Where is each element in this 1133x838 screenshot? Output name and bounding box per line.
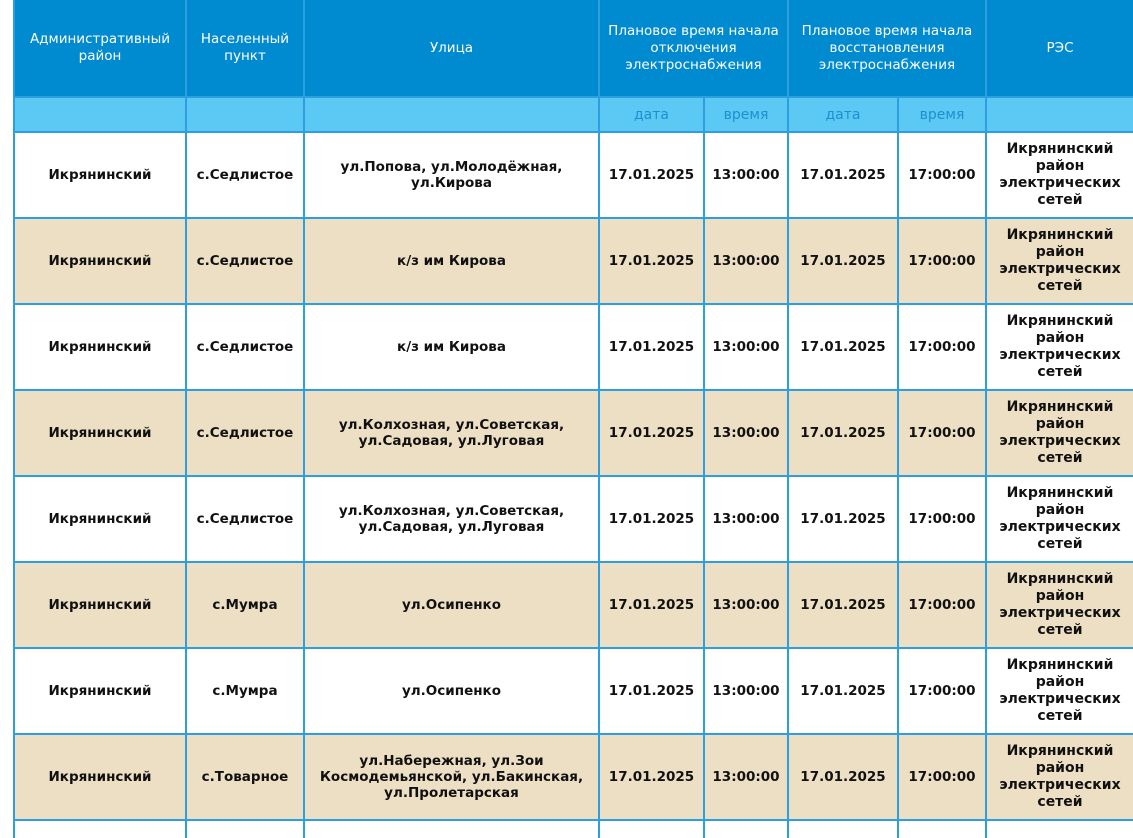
cell-district: Икрянинский	[14, 390, 186, 476]
subheader-empty	[14, 97, 186, 132]
table-row	[14, 734, 1133, 820]
cell-off-time: 13:00:00	[704, 562, 788, 648]
header-res: РЭС	[986, 0, 1133, 97]
cell-locality: с.Седлистое	[186, 476, 304, 562]
cell-res: Икрянинский район электрических сетей	[986, 304, 1133, 390]
cell-on-date: 17.01.2025	[788, 562, 898, 648]
cell-off-date: 17.01.2025	[599, 648, 704, 734]
cell-off-time: 13:00:00	[704, 390, 788, 476]
table-row	[14, 132, 1133, 218]
table-body	[14, 132, 1133, 838]
cell-street: ул.Колхозная, ул.Советская, ул.Садовая, ул.Луговая	[304, 390, 599, 476]
cell-street: к/з им Кирова	[304, 218, 599, 304]
table-row	[14, 820, 1133, 838]
subheader-off-date: дата	[599, 97, 704, 132]
cell-res: Икрянинский район электрических сетей	[986, 562, 1133, 648]
table-row	[14, 390, 1133, 476]
cell-off-time: 13:00:00	[704, 304, 788, 390]
cell-on-time: 17:00:00	[898, 132, 986, 218]
header-outage-start: Плановое время начала отключения электроснабжения	[599, 0, 788, 97]
cell-on-date: 17.01.2025	[788, 648, 898, 734]
cell-district: Икрянинский	[14, 734, 186, 820]
header-locality: Населенный пункт	[186, 0, 304, 97]
cell-empty	[186, 820, 304, 838]
cell-empty	[788, 820, 898, 838]
cell-off-time: 13:00:00	[704, 476, 788, 562]
cell-off-date: 17.01.2025	[599, 562, 704, 648]
cell-on-date: 17.01.2025	[788, 218, 898, 304]
table-row	[14, 476, 1133, 562]
cell-res: Икрянинский район электрических сетей	[986, 218, 1133, 304]
cell-locality: с.Седлистое	[186, 132, 304, 218]
cell-street: к/з им Кирова	[304, 304, 599, 390]
subheader-off-time: время	[704, 97, 788, 132]
cell-off-time: 13:00:00	[704, 734, 788, 820]
subheader-on-time: время	[898, 97, 986, 132]
outage-schedule-table	[13, 0, 1133, 838]
cell-on-time: 17:00:00	[898, 218, 986, 304]
cell-empty	[898, 820, 986, 838]
table-row	[14, 218, 1133, 304]
cell-empty	[304, 820, 599, 838]
cell-street: ул.Набережная, ул.Зои Космодемьянской, ул.Бакинская, ул.Пролетарская	[304, 734, 599, 820]
cell-on-time: 17:00:00	[898, 648, 986, 734]
cell-locality: с.Седлистое	[186, 390, 304, 476]
cell-empty	[704, 820, 788, 838]
cell-district: Икрянинский	[14, 648, 186, 734]
cell-off-date: 17.01.2025	[599, 390, 704, 476]
table-row	[14, 304, 1133, 390]
cell-on-time: 17:00:00	[898, 304, 986, 390]
cell-street: ул.Осипенко	[304, 648, 599, 734]
cell-off-time: 13:00:00	[704, 218, 788, 304]
cell-street: ул.Осипенко	[304, 562, 599, 648]
cell-off-date: 17.01.2025	[599, 304, 704, 390]
cell-district: Икрянинский	[14, 132, 186, 218]
subheader-row	[14, 97, 1133, 132]
cell-on-date: 17.01.2025	[788, 132, 898, 218]
header-street: Улица	[304, 0, 599, 97]
subheader-empty	[304, 97, 599, 132]
cell-off-time: 13:00:00	[704, 132, 788, 218]
cell-locality: с.Седлистое	[186, 304, 304, 390]
table-header	[14, 0, 1133, 132]
cell-off-date: 17.01.2025	[599, 734, 704, 820]
header-row	[14, 0, 1133, 97]
cell-locality: с.Мумра	[186, 562, 304, 648]
subheader-on-date: дата	[788, 97, 898, 132]
cell-on-date: 17.01.2025	[788, 304, 898, 390]
cell-street: ул.Колхозная, ул.Советская, ул.Садовая, ул.Луговая	[304, 476, 599, 562]
cell-on-time: 17:00:00	[898, 476, 986, 562]
cell-street: ул.Попова, ул.Молодёжная, ул.Кирова	[304, 132, 599, 218]
cell-district: Икрянинский	[14, 304, 186, 390]
cell-empty	[986, 820, 1133, 838]
cell-res: Икрянинский район электрических сетей	[986, 132, 1133, 218]
table-row	[14, 562, 1133, 648]
subheader-empty	[186, 97, 304, 132]
cell-district: Икрянинский	[14, 476, 186, 562]
cell-res: Икрянинский район электрических сетей	[986, 648, 1133, 734]
cell-on-date: 17.01.2025	[788, 390, 898, 476]
cell-off-date: 17.01.2025	[599, 476, 704, 562]
cell-district: Икрянинский	[14, 562, 186, 648]
cell-res: Икрянинский район электрических сетей	[986, 390, 1133, 476]
cell-district: Икрянинский	[14, 218, 186, 304]
cell-on-time: 17:00:00	[898, 562, 986, 648]
subheader-empty	[986, 97, 1133, 132]
cell-res: Икрянинский район электрических сетей	[986, 476, 1133, 562]
cell-empty	[14, 820, 186, 838]
cell-locality: с.Седлистое	[186, 218, 304, 304]
cell-res: Икрянинский район электрических сетей	[986, 734, 1133, 820]
cell-locality: с.Мумра	[186, 648, 304, 734]
cell-off-time: 13:00:00	[704, 648, 788, 734]
table-row	[14, 648, 1133, 734]
cell-empty	[599, 820, 704, 838]
cell-locality: с.Товарное	[186, 734, 304, 820]
cell-off-date: 17.01.2025	[599, 132, 704, 218]
cell-on-time: 17:00:00	[898, 390, 986, 476]
cell-on-date: 17.01.2025	[788, 476, 898, 562]
header-district: Административный район	[14, 0, 186, 97]
cell-on-date: 17.01.2025	[788, 734, 898, 820]
header-restore-start: Плановое время начала восстановления электроснабжения	[788, 0, 986, 97]
cell-on-time: 17:00:00	[898, 734, 986, 820]
cell-off-date: 17.01.2025	[599, 218, 704, 304]
